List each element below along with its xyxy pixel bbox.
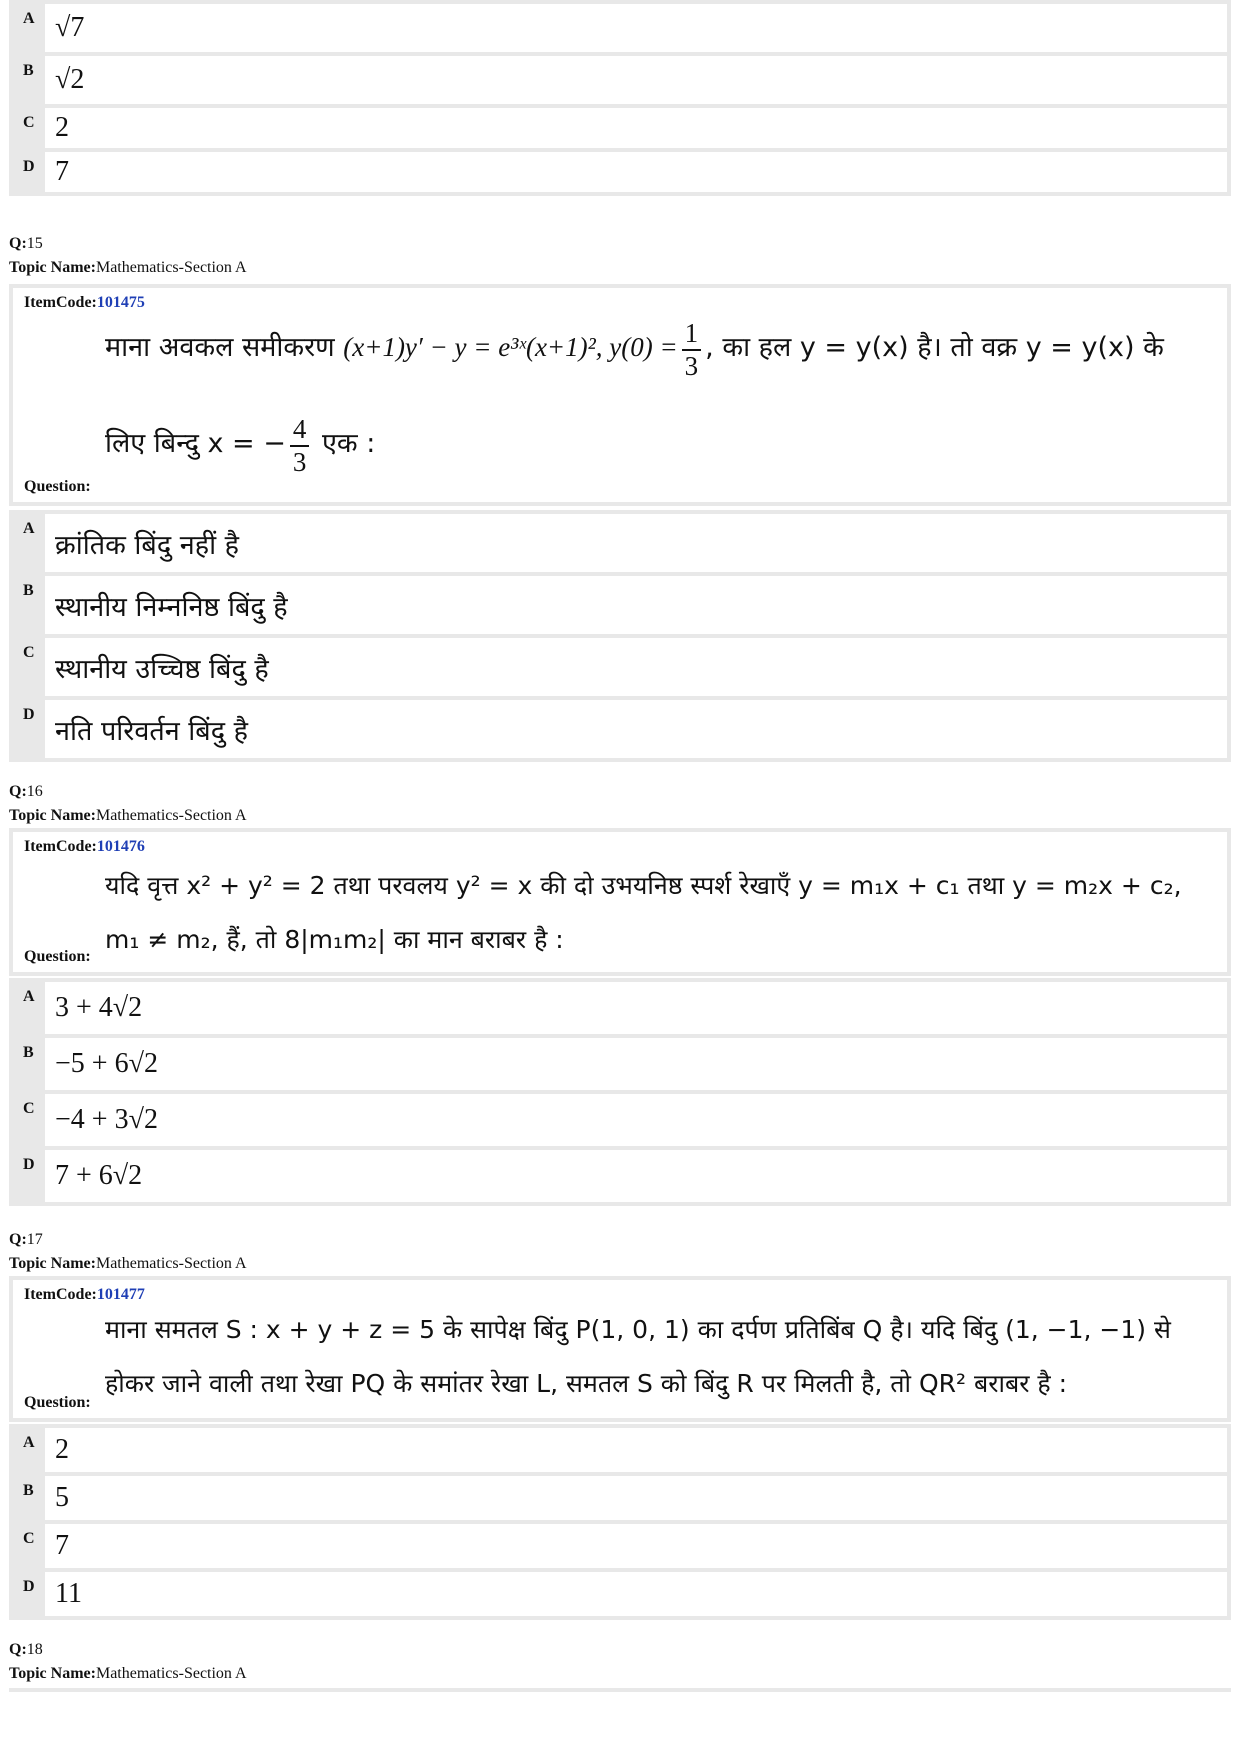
option-row[interactable] (13, 638, 1227, 696)
question-header (9, 232, 247, 280)
q15-text-pre: माना अवकल समीकरण (105, 332, 344, 364)
itemcode (24, 294, 145, 312)
topic-line (9, 1252, 247, 1276)
option-row[interactable] (13, 1572, 1227, 1616)
frac-den: 3 (292, 447, 307, 477)
question-number: 18 (26, 1641, 43, 1658)
prev-options-block (9, 0, 1231, 196)
option-letter: D (23, 158, 35, 175)
options-block (9, 510, 1231, 762)
option-row[interactable] (13, 576, 1227, 634)
option-row[interactable] (13, 152, 1227, 192)
question-label: Question: (24, 1394, 91, 1411)
q-label: Q: (9, 1641, 27, 1658)
option-letter: B (23, 1044, 34, 1061)
itemcode-value: 101477 (96, 1286, 145, 1303)
topic-label: Topic Name: (9, 1665, 96, 1682)
option-row[interactable] (13, 1094, 1227, 1146)
question-label: Question: (24, 478, 91, 495)
option-row[interactable] (13, 108, 1227, 148)
frac-den: 3 (684, 351, 699, 381)
option-value: √2 (45, 56, 1227, 104)
question-number-line (9, 780, 247, 804)
q-label: Q: (9, 783, 27, 800)
option-letter: C (23, 644, 35, 661)
option-letter: A (23, 988, 35, 1005)
question-box (9, 828, 1231, 976)
question-number-line (9, 232, 247, 256)
option-letter: D (23, 1578, 35, 1595)
topic-label: Topic Name: (9, 259, 96, 276)
question-box (9, 1276, 1231, 1422)
question-text-line1: यदि वृत्त x² + y² = 2 तथा परवलय y² = x की दो उभयनिष्ठ स्पर्श रेखाएँ y = m₁x + c₁ तथा y = m₂x + c₂, (105, 871, 1182, 900)
option-row[interactable] (13, 1038, 1227, 1090)
option-value: 2 (45, 108, 1227, 148)
itemcode (24, 838, 145, 856)
itemcode-label: ItemCode: (24, 838, 97, 855)
options-block (9, 1424, 1231, 1620)
option-row[interactable] (13, 4, 1227, 52)
option-row[interactable] (13, 1428, 1227, 1472)
topic-name: Mathematics-Section A (95, 807, 247, 824)
question-text-line2: होकर जाने वाली तथा रेखा PQ के समांतर रेखा L, समतल S को बिंदु R पर मिलती है, तो QR² बराबर है : (105, 1369, 1068, 1398)
topic-name: Mathematics-Section A (95, 1665, 247, 1682)
question-text-line1 (105, 320, 1209, 380)
option-value: स्थानीय उच्चिष्ठ बिंदु है (45, 638, 1227, 696)
option-value: 7 (45, 152, 1227, 192)
option-letter: A (23, 10, 35, 27)
option-value: 3 + 4√2 (45, 982, 1227, 1034)
option-letter: B (23, 62, 34, 79)
question-label: Question: (24, 948, 91, 965)
topic-name: Mathematics-Section A (95, 1255, 247, 1272)
option-value: 7 (45, 1524, 1227, 1568)
option-letter: A (23, 1434, 35, 1451)
frac-num: 1 (682, 320, 702, 351)
topic-line (9, 1662, 247, 1686)
q-label: Q: (9, 235, 27, 252)
option-value: स्थानीय निम्ननिष्ठ बिंदु है (45, 576, 1227, 634)
question-text-line2: m₁ ≠ m₂, हैं, तो 8|m₁m₂| का मान बराबर है : (105, 925, 564, 954)
q15-math: (x+1)y′ − y = e³ˣ(x+1)², y(0) = (343, 332, 678, 363)
options-block (9, 978, 1231, 1206)
divider (9, 1688, 1231, 1692)
option-value: √7 (45, 4, 1227, 52)
option-row[interactable] (13, 982, 1227, 1034)
option-value: क्रांतिक बिंदु नहीं है (45, 514, 1227, 572)
itemcode-value: 101475 (96, 294, 145, 311)
option-row[interactable] (13, 700, 1227, 758)
option-letter: B (23, 582, 34, 599)
question-header (9, 1228, 247, 1276)
question-header (9, 780, 247, 828)
question-number-line (9, 1228, 247, 1252)
question-number: 16 (26, 783, 43, 800)
fraction (290, 416, 310, 476)
option-row[interactable] (13, 1524, 1227, 1568)
option-value: −4 + 3√2 (45, 1094, 1227, 1146)
option-row[interactable] (13, 56, 1227, 104)
topic-label: Topic Name: (9, 1255, 96, 1272)
itemcode-label: ItemCode: (24, 1286, 97, 1303)
q15-line2-pre: लिए बिन्दु x = − (105, 428, 286, 460)
option-value: नति परिवर्तन बिंदु है (45, 700, 1227, 758)
question-text-line2 (105, 416, 1209, 476)
question-text-line1: माना समतल S : x + y + z = 5 के सापेक्ष बिंदु P(1, 0, 1) का दर्पण प्रतिबिंब Q है। यदि बिंदु (1, −1, −1) से (105, 1315, 1171, 1344)
option-value: −5 + 6√2 (45, 1038, 1227, 1090)
option-letter: C (23, 1530, 35, 1547)
question-box (9, 284, 1231, 506)
question-number: 15 (26, 235, 43, 252)
itemcode-value: 101476 (96, 838, 145, 855)
fraction (682, 320, 702, 380)
option-row[interactable] (13, 514, 1227, 572)
question-header (9, 1638, 247, 1686)
option-row[interactable] (13, 1150, 1227, 1202)
itemcode-label: ItemCode: (24, 294, 97, 311)
topic-label: Topic Name: (9, 807, 96, 824)
frac-num: 4 (290, 416, 310, 447)
question-number-line (9, 1638, 247, 1662)
option-letter: C (23, 114, 35, 131)
topic-line (9, 256, 247, 280)
option-letter: B (23, 1482, 34, 1499)
q-label: Q: (9, 1231, 27, 1248)
option-value: 2 (45, 1428, 1227, 1472)
option-letter: A (23, 520, 35, 537)
q15-text-post: , का हल y = y(x) है। तो वक्र y = y(x) के (705, 332, 1164, 364)
question-number: 17 (26, 1231, 43, 1248)
option-row[interactable] (13, 1476, 1227, 1520)
option-letter: D (23, 706, 35, 723)
itemcode (24, 1286, 145, 1304)
option-letter: C (23, 1100, 35, 1117)
topic-line (9, 804, 247, 828)
option-letter: D (23, 1156, 35, 1173)
option-value: 7 + 6√2 (45, 1150, 1227, 1202)
q15-line2-post: एक : (313, 428, 376, 460)
option-value: 5 (45, 1476, 1227, 1520)
topic-name: Mathematics-Section A (95, 259, 247, 276)
option-value: 11 (45, 1572, 1227, 1616)
